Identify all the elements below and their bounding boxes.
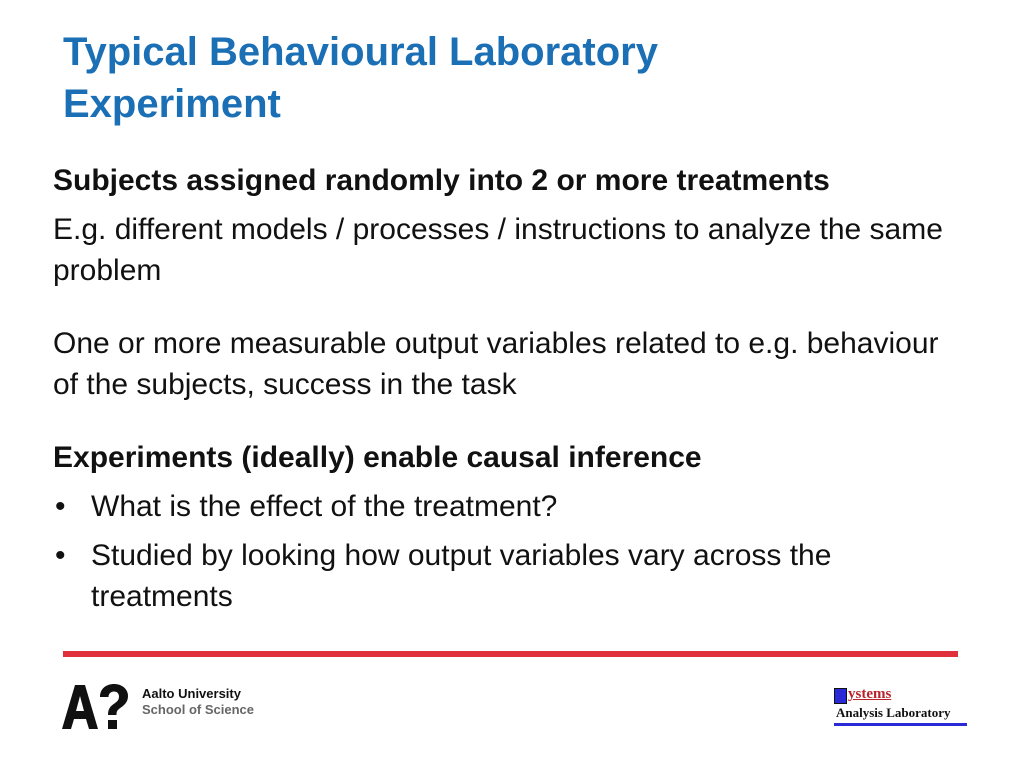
sal-s-square (834, 688, 847, 704)
systems-analysis-laboratory-logo-icon (834, 686, 969, 730)
aalto-line-2: School of Science (142, 702, 254, 717)
slide-title (63, 26, 963, 130)
footer-divider (63, 651, 958, 657)
aalto-a-question-mark-logo-icon (62, 683, 132, 731)
aalto-logo-graphic (62, 683, 132, 731)
bullet-item (53, 535, 953, 617)
slide-title-line-1: Typical Behavioural Laboratory (63, 30, 658, 74)
section-text-example: E.g. different models / processes / instructions to analyze the same problem (53, 213, 943, 287)
sal-word-systems: ystems (848, 686, 892, 702)
bullet-text: What is the effect of the treatment? (91, 490, 558, 523)
slide-title-line-2: Experiment (63, 82, 281, 126)
aalto-line-1: Aalto University (142, 686, 241, 701)
sal-underline (834, 723, 967, 726)
bullet-marker: • (55, 539, 66, 572)
section-heading-treatments: Subjects assigned randomly into 2 or more treatments (53, 164, 830, 197)
section-text-output-variables: One or more measurable output variables related to e.g. behaviour of the subjects, success in the task (53, 327, 939, 401)
slide-body (53, 160, 953, 617)
bullet-marker: • (55, 490, 66, 523)
aalto-university-wordmark (142, 686, 254, 718)
bullet-list (53, 486, 953, 617)
section-heading-causal-inference: Experiments (ideally) enable causal inference (53, 441, 702, 474)
sal-word-analysis-laboratory: Analysis Laboratory (836, 705, 951, 720)
bullet-text: Studied by looking how output variables vary across the treatments (91, 539, 832, 613)
bullet-item (53, 486, 953, 527)
